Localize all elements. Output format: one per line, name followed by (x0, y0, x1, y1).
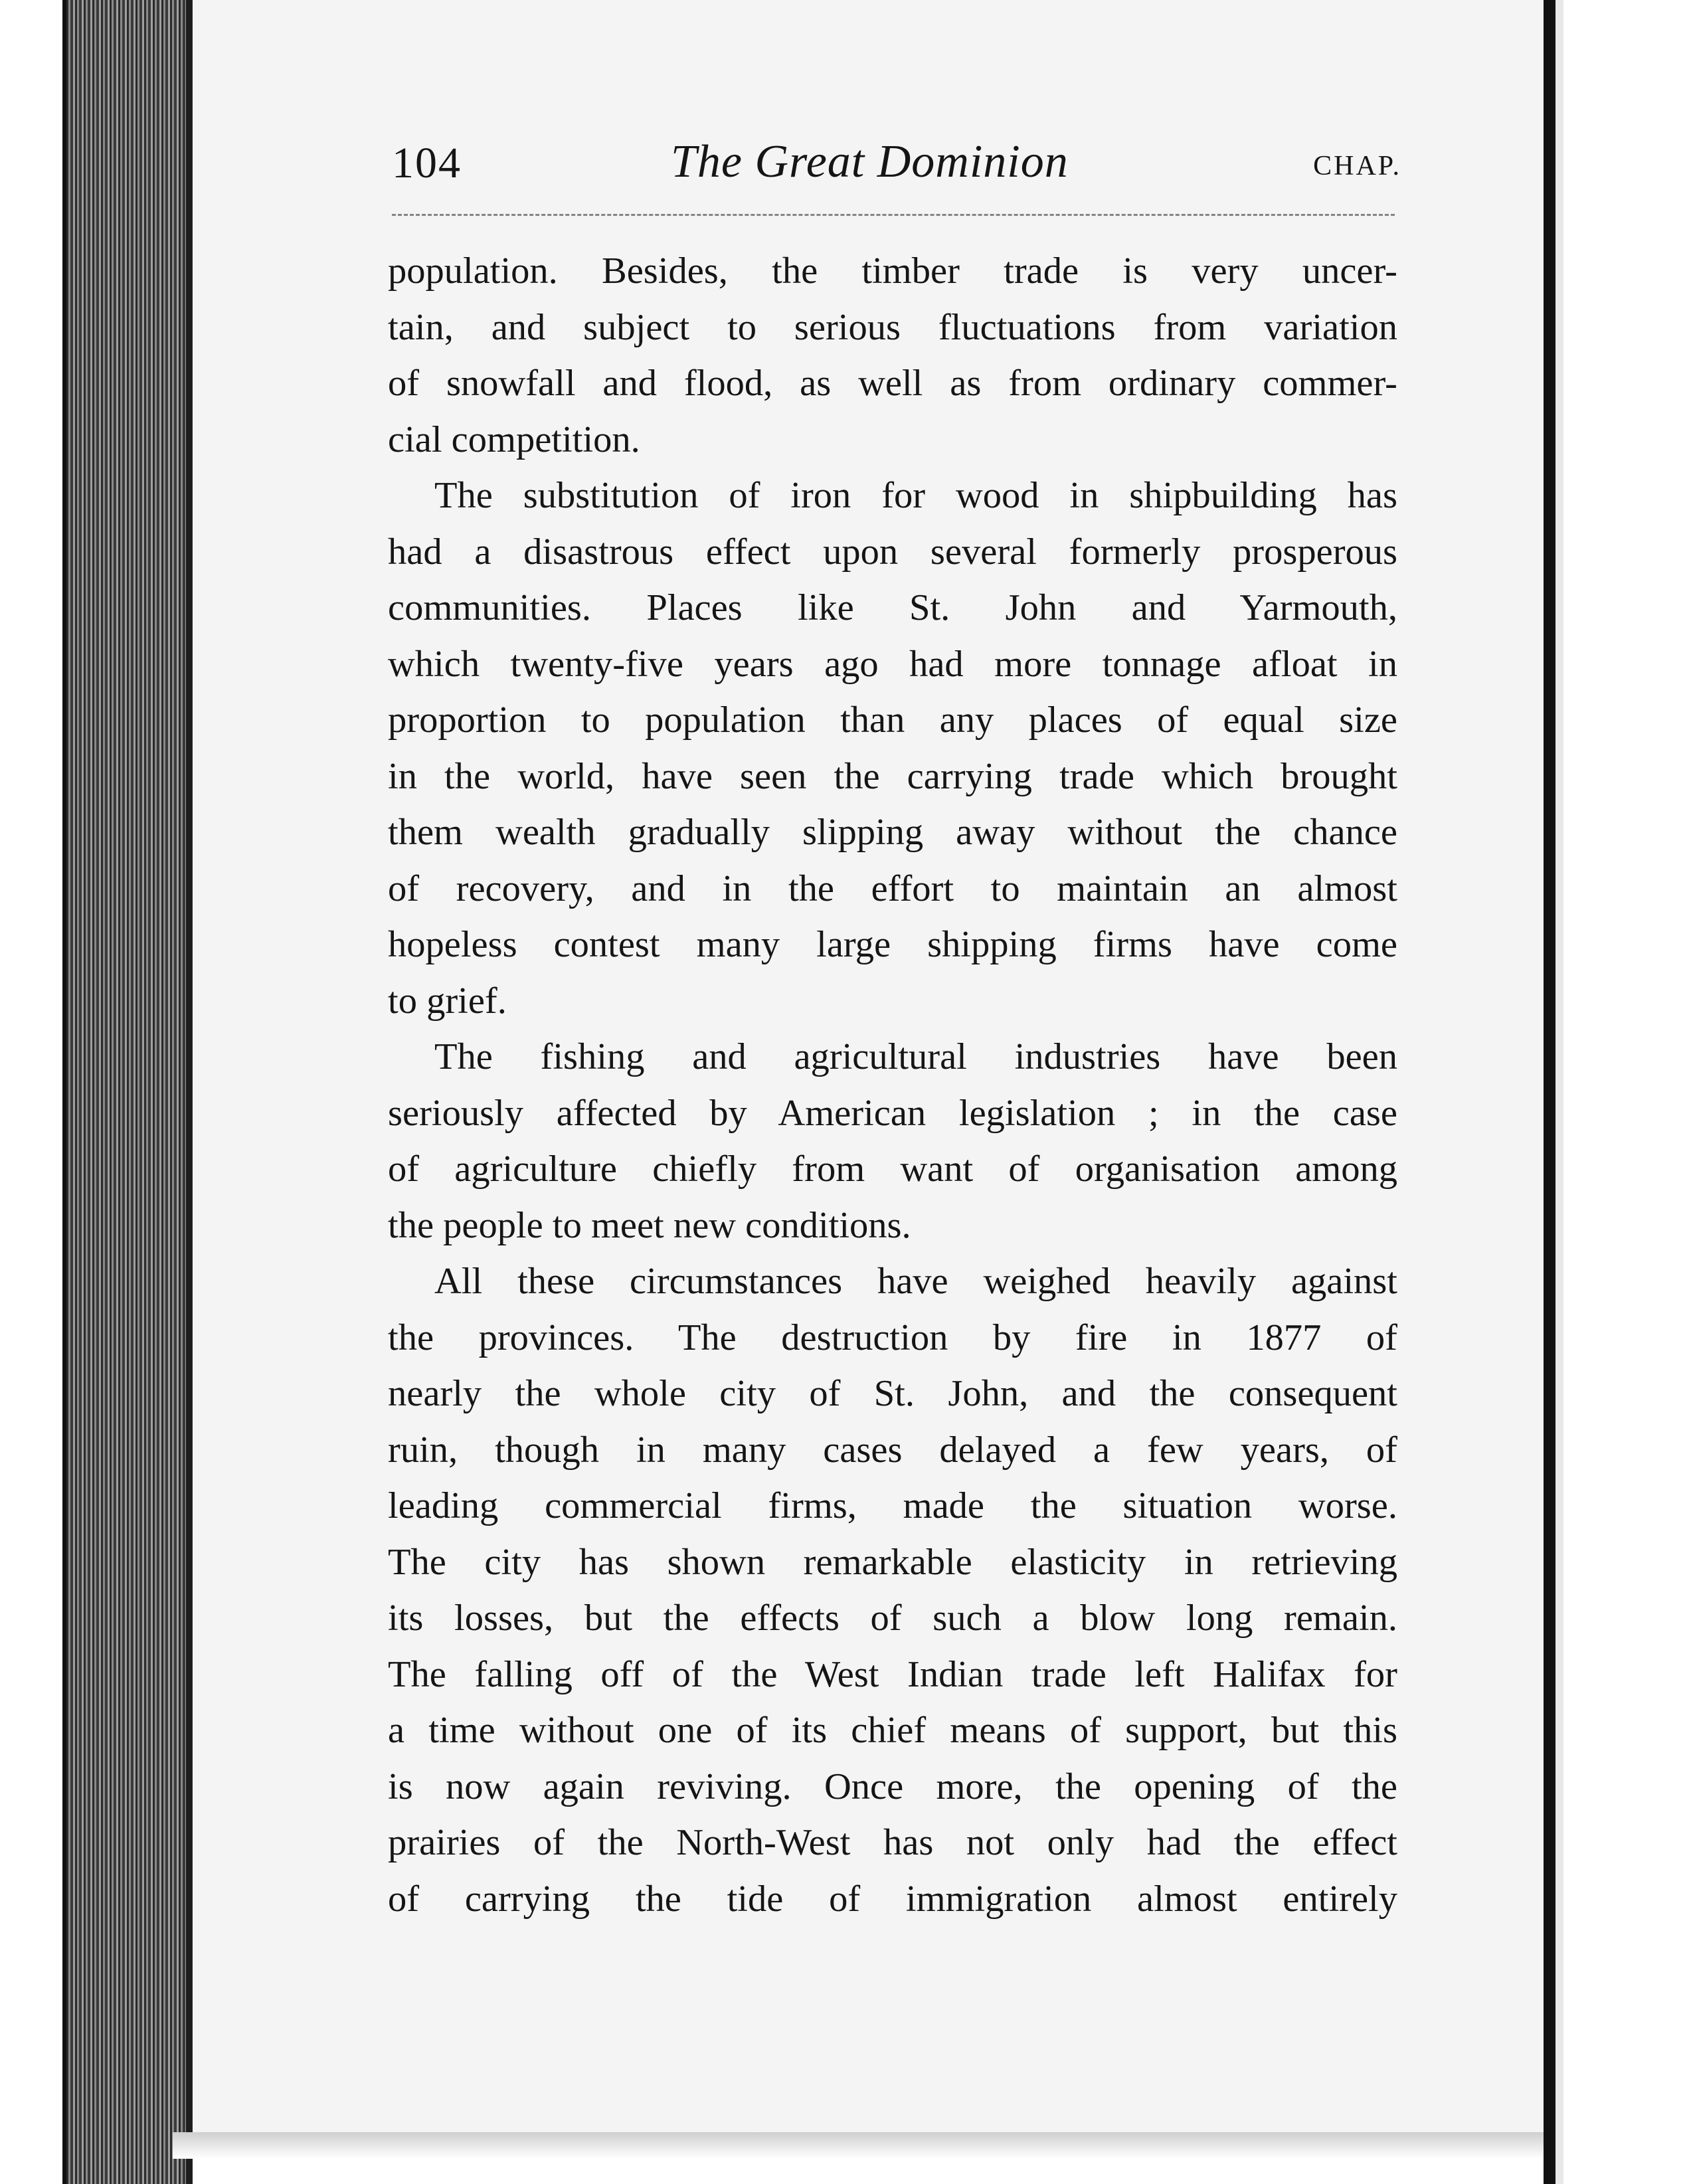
right-page-edge-inner (1555, 0, 1563, 2184)
chapter-label: CHAP. (1313, 151, 1401, 181)
text-line: communities. Places like St. John and Yarmouth, (388, 587, 1397, 628)
text-line: population. Besides, the timber trade is very uncer- (388, 250, 1397, 292)
right-page-edge (1544, 0, 1555, 2184)
book-left-margin (0, 0, 199, 2184)
text-line: had a disastrous effect upon several formerly prosperous (388, 531, 1397, 573)
text-line: leading commercial firms, made the situation worse. (388, 1485, 1397, 1526)
page-stack-edge (66, 0, 193, 2184)
text-line: them wealth gradually slipping away without the chance (388, 812, 1397, 853)
text-line: which twenty-five years ago had more tonnage afloat in (388, 643, 1397, 685)
body-text (388, 243, 1397, 1927)
paragraph (388, 1029, 1397, 1253)
paragraph (388, 468, 1397, 1029)
text-line: The falling off of the West Indian trade left Halifax for (388, 1653, 1397, 1695)
book-title: The Great Dominion (671, 136, 1069, 187)
page-number: 104 (392, 139, 462, 187)
text-line: cial competition. (388, 418, 640, 460)
text-line: seriously affected by American legislation ; in the case (388, 1092, 1397, 1134)
text-line: a time without one of its chief means of support, but this (388, 1710, 1397, 1751)
running-head (392, 138, 1401, 205)
header-rule (392, 214, 1395, 216)
text-line: is now again reviving. Once more, the opening of the (388, 1766, 1397, 1807)
text-line: nearly the whole city of St. John, and the consequent (388, 1373, 1397, 1414)
text-line: to grief. (388, 980, 507, 1022)
paragraph (388, 243, 1397, 468)
page-bottom-shadow (173, 2132, 1561, 2159)
text-line: hopeless contest many large shipping firms have come (388, 924, 1397, 965)
text-line: in the world, have seen the carrying trade which brought (388, 755, 1397, 797)
text-line: ruin, though in many cases delayed a few years, of (388, 1429, 1397, 1471)
text-line: The fishing and agricultural industries have been (434, 1036, 1397, 1077)
text-line: the provinces. The destruction by fire in 1877 of (388, 1317, 1397, 1358)
text-line: tain, and subject to serious fluctuations from variation (388, 306, 1397, 348)
text-line: The city has shown remarkable elasticity in retrieving (388, 1541, 1397, 1583)
text-line: of snowfall and flood, as well as from ordinary commer- (388, 363, 1397, 404)
text-line: its losses, but the effects of such a blow long remain. (388, 1597, 1397, 1639)
paragraph (388, 1253, 1397, 1927)
right-margin (1563, 0, 1687, 2184)
text-line: The substitution of iron for wood in shipbuilding has (434, 475, 1397, 516)
text-line: prairies of the North-West has not only had the effect (388, 1822, 1397, 1863)
text-line: of agriculture chiefly from want of organisation among (388, 1148, 1397, 1190)
text-line: All these circumstances have weighed heavily against (434, 1261, 1397, 1302)
text-line: of carrying the tide of immigration almost entirely (388, 1878, 1397, 1920)
text-line: of recovery, and in the effort to maintain an almost (388, 867, 1397, 909)
text-line: the people to meet new conditions. (388, 1204, 911, 1246)
text-line: proportion to population than any places of equal size (388, 699, 1397, 741)
